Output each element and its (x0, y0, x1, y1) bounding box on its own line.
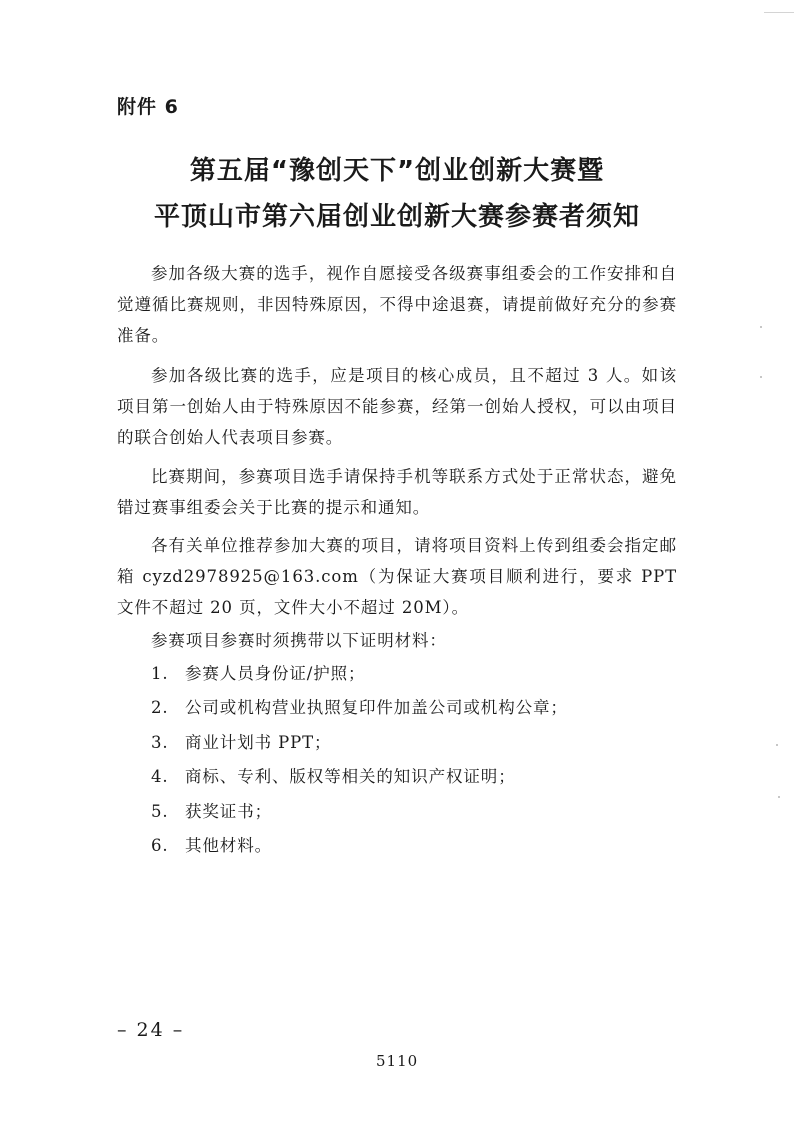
scan-corner-mark (764, 0, 794, 13)
paragraph-participation: 参加各级大赛的选手，视作自愿接受各级赛事组委会的工作安排和自觉遵循比赛规则，非因特殊原因，不得中途退赛，请提前做好充分的参赛准备。 (117, 264, 677, 345)
scan-speck (760, 376, 762, 378)
document-title-line-1: 第五届“豫创天下”创业创新大赛暨 (189, 156, 605, 186)
list-item-text: 参赛人员身份证/护照； (185, 664, 366, 683)
list-item-number: 3. (151, 732, 169, 752)
list-item-number: 4. (151, 767, 169, 787)
list-item-number: 5. (151, 801, 169, 821)
list-item (151, 830, 691, 864)
paragraph-team-members: 参加各级比赛的选手，应是项目的核心成员，且不超过 3 人。如该项目第一创始人由于特殊原因不能参赛，经第一创始人授权，可以由项目的联合创始人代表项目参赛。 (117, 366, 677, 447)
page-number: – 24 – (117, 1019, 185, 1041)
list-item (151, 796, 691, 830)
scan-speck (776, 744, 778, 746)
paragraph-materials-intro: 参赛项目参赛时须携带以下证明材料： (151, 631, 447, 650)
scan-speck (778, 796, 780, 798)
list-item (151, 727, 691, 761)
list-item-number: 2. (151, 698, 169, 718)
list-item-number: 6. (151, 835, 169, 855)
list-item-number: 1. (151, 664, 169, 683)
list-item (151, 658, 691, 692)
scan-speck (760, 326, 762, 328)
list-item (151, 761, 691, 795)
materials-list (151, 658, 691, 864)
attachment-label: 附件 6 (117, 96, 179, 118)
list-item-text: 商业计划书 PPT； (185, 732, 332, 752)
list-item-text: 获奖证书； (185, 801, 272, 821)
paragraph-contact: 比赛期间，参赛项目选手请保持手机等联系方式处于正常状态，避免错过赛事组委会关于比赛的提示和通知。 (117, 467, 677, 517)
list-item-text: 商标、专利、版权等相关的知识产权证明； (185, 767, 516, 787)
list-item-text: 其他材料。 (185, 835, 272, 855)
document-title-line-2: 平顶山市第六届创业创新大赛参赛者须知 (153, 202, 640, 232)
stamp-number: 5110 (376, 1052, 419, 1070)
paragraph-submission: 各有关单位推荐参加大赛的项目，请将项目资料上传到组委会指定邮箱 cyzd2978925@163.com（为保证大赛项目顺利进行，要求 PPT 文件不超过 20 页，文件大小不超过 20M）。 (117, 536, 677, 617)
list-item-text: 公司或机构营业执照复印件加盖公司或机构公章； (185, 698, 568, 718)
list-item (151, 692, 691, 726)
